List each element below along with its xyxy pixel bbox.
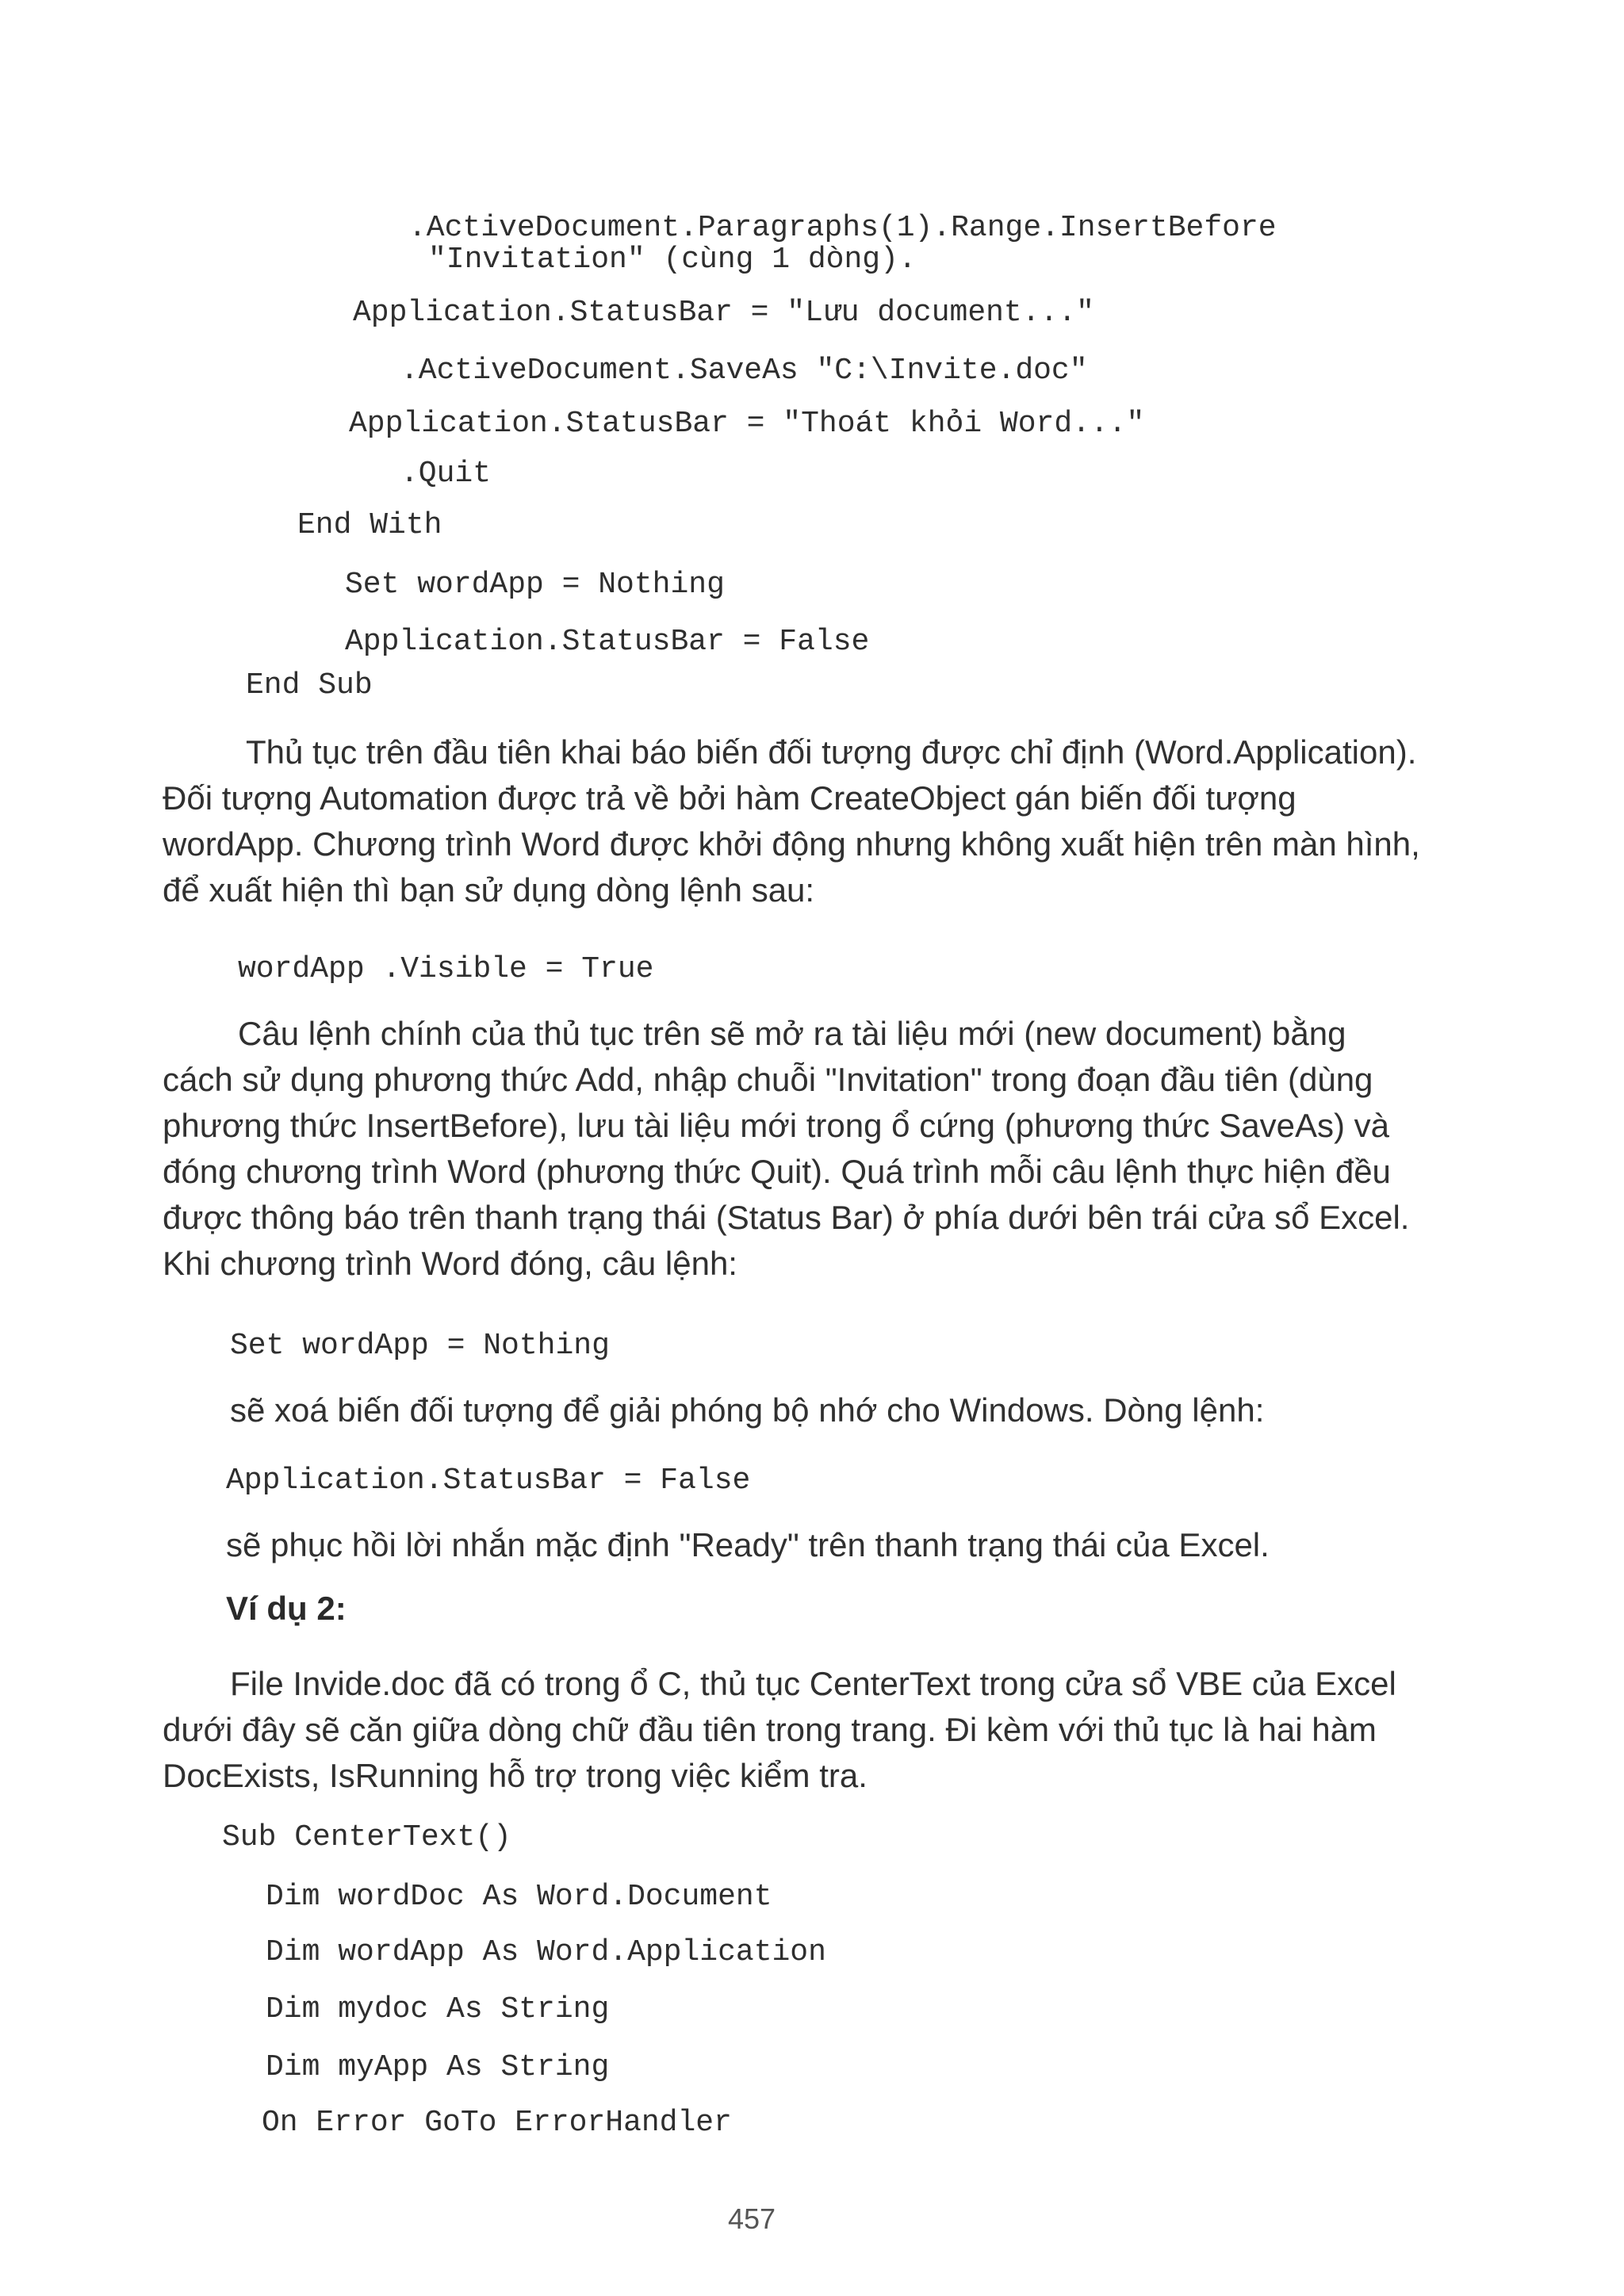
code-line: Application.StatusBar = "Lưu document..."	[353, 296, 1094, 330]
paragraph: sẽ phục hồi lời nhắn mặc định "Ready" trên thanh trạng thái của Excel.	[226, 1526, 1270, 1563]
code-line: .ActiveDocument.Paragraphs(1).Range.InsertBefore	[408, 211, 1277, 245]
code-line: .ActiveDocument.SaveAs "C:\Invite.doc"	[400, 354, 1088, 388]
code-line: wordApp .Visible = True	[238, 952, 654, 986]
paragraph: Câu lệnh chính của thủ tục trên sẽ mở ra tài liệu mới (new document) bằng cách sử dụng phương thức Add, nhập chuỗi "Invitation" trong đoạn đầu tiên (dùng phương thức InsertBefore), lưu tài liệu mới trong ổ cứng (phương thức SaveAs) và đóng chương trình Word (phương thức Quit). Quá trình mỗi câu lệnh thực hiện đều được thông báo trên thanh trạng thái (Status Bar) ở phía dưới bên trái cửa sổ Excel. Khi chương trình Word đóng, câu lệnh:	[163, 1015, 1410, 1282]
code-line: Set wordApp = Nothing	[230, 1329, 610, 1363]
code-line: End With	[297, 508, 442, 542]
code-line: Dim wordDoc As Word.Document	[266, 1880, 772, 1914]
code-line: End Sub	[246, 668, 373, 702]
code-line: Dim wordApp As Word.Application	[266, 1935, 826, 1969]
code-line: Dim myApp As String	[266, 2050, 610, 2084]
paragraph: sẽ xoá biến đối tượng để giải phóng bộ nhớ cho Windows. Dòng lệnh:	[230, 1391, 1265, 1429]
code-line: Application.StatusBar = "Thoát khỏi Word..."	[349, 407, 1145, 441]
code-line: Sub CenterText()	[222, 1820, 511, 1854]
code-line: Dim mydoc As String	[266, 1992, 610, 2026]
code-line: On Error GoTo ErrorHandler	[262, 2106, 732, 2140]
paragraph: Thủ tục trên đầu tiên khai báo biến đối tượng được chỉ định (Word.Application). Đối tượng Automation được trả về bởi hàm CreateObject gán biến đối tượng wordApp. Chương trình Word được khởi động nhưng không xuất hiện trên màn hình, để xuất hiện thì bạn sử dụng dòng lệnh sau:	[163, 733, 1420, 909]
code-line: Set wordApp = Nothing	[345, 568, 725, 602]
page-number: 457	[728, 2202, 776, 2235]
code-line: .Quit	[400, 457, 492, 491]
code-line: Application.StatusBar = False	[345, 625, 870, 659]
paragraph: File Invide.doc đã có trong ổ C, thủ tục CenterText trong cửa sổ VBE của Excel dưới đây sẽ căn giữa dòng chữ đầu tiên trong trang. Đi kèm với thủ tục là hai hàm DocExists, IsRunning hỗ trợ trong việc kiểm tra.	[163, 1665, 1396, 1794]
code-line: Application.StatusBar = False	[226, 1464, 751, 1498]
example-heading: Ví dụ 2:	[226, 1590, 347, 1627]
code-line: "Invitation" (cùng 1 dòng).	[428, 243, 917, 277]
